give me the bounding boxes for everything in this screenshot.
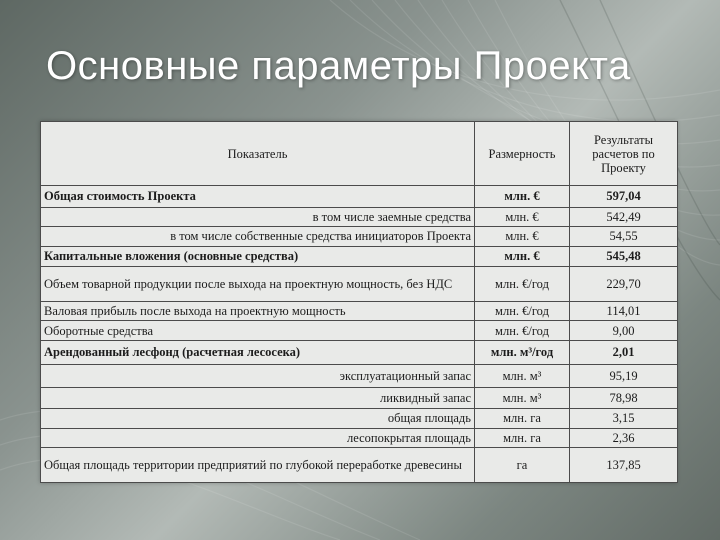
value-cell: 114,01 (570, 301, 678, 321)
table-row (41, 207, 678, 227)
indicator-cell: Общая площадь территории предприятий по глубокой переработке древесины (41, 448, 475, 483)
value-cell: 2,01 (570, 340, 678, 364)
value-cell: 95,19 (570, 364, 678, 387)
header-results-line-2: расчетов по (592, 146, 655, 161)
unit-cell: млн. га (475, 428, 570, 448)
parameters-table-container (40, 121, 677, 483)
table-row (41, 409, 678, 429)
value-cell: 542,49 (570, 207, 678, 227)
unit-cell: га (475, 448, 570, 483)
header-unit: Размерность (475, 122, 570, 186)
indicator-cell: общая площадь (41, 409, 475, 429)
table-row (41, 448, 678, 483)
value-cell: 2,36 (570, 428, 678, 448)
indicator-cell: ликвидный запас (41, 387, 475, 409)
header-results (570, 122, 678, 186)
parameters-table (40, 121, 678, 483)
indicator-cell: Валовая прибыль после выхода на проектную мощность (41, 301, 475, 321)
unit-cell: млн. га (475, 409, 570, 429)
table-header-row (41, 122, 678, 186)
table-row (41, 340, 678, 364)
table-row (41, 321, 678, 341)
table-row (41, 428, 678, 448)
indicator-cell: Капитальные вложения (основные средства) (41, 246, 475, 267)
value-cell: 54,55 (570, 227, 678, 247)
unit-cell: млн. € (475, 246, 570, 267)
table-row (41, 186, 678, 208)
table-row (41, 246, 678, 267)
indicator-cell: лесопокрытая площадь (41, 428, 475, 448)
value-cell: 597,04 (570, 186, 678, 208)
value-cell: 137,85 (570, 448, 678, 483)
indicator-cell: эксплуатационный запас (41, 364, 475, 387)
indicator-cell: в том числе заемные средства (41, 207, 475, 227)
value-cell: 9,00 (570, 321, 678, 341)
unit-cell: млн. м³/год (475, 340, 570, 364)
table-row (41, 301, 678, 321)
value-cell: 78,98 (570, 387, 678, 409)
header-indicator: Показатель (41, 122, 475, 186)
table-row (41, 227, 678, 247)
indicator-cell: Арендованный лесфонд (расчетная лесосека) (41, 340, 475, 364)
indicator-cell: Оборотные средства (41, 321, 475, 341)
indicator-cell: Объем товарной продукции после выхода на проектную мощность, без НДС (41, 267, 475, 302)
unit-cell: млн. € (475, 227, 570, 247)
value-cell: 545,48 (570, 246, 678, 267)
value-cell: 3,15 (570, 409, 678, 429)
unit-cell: млн. € (475, 186, 570, 208)
unit-cell: млн. м³ (475, 387, 570, 409)
table-row (41, 267, 678, 302)
unit-cell: млн. м³ (475, 364, 570, 387)
unit-cell: млн. €/год (475, 301, 570, 321)
header-results-line-1: Результаты (593, 132, 654, 147)
unit-cell: млн. €/год (475, 321, 570, 341)
unit-cell: млн. €/год (475, 267, 570, 302)
header-results-line-3: Проекту (601, 160, 646, 175)
slide-title: Основные параметры Проекта (46, 44, 631, 88)
indicator-cell: Общая стоимость Проекта (41, 186, 475, 208)
table-row (41, 364, 678, 387)
table-row (41, 387, 678, 409)
table-body (41, 186, 678, 483)
indicator-cell: в том числе собственные средства инициаторов Проекта (41, 227, 475, 247)
unit-cell: млн. € (475, 207, 570, 227)
value-cell: 229,70 (570, 267, 678, 302)
